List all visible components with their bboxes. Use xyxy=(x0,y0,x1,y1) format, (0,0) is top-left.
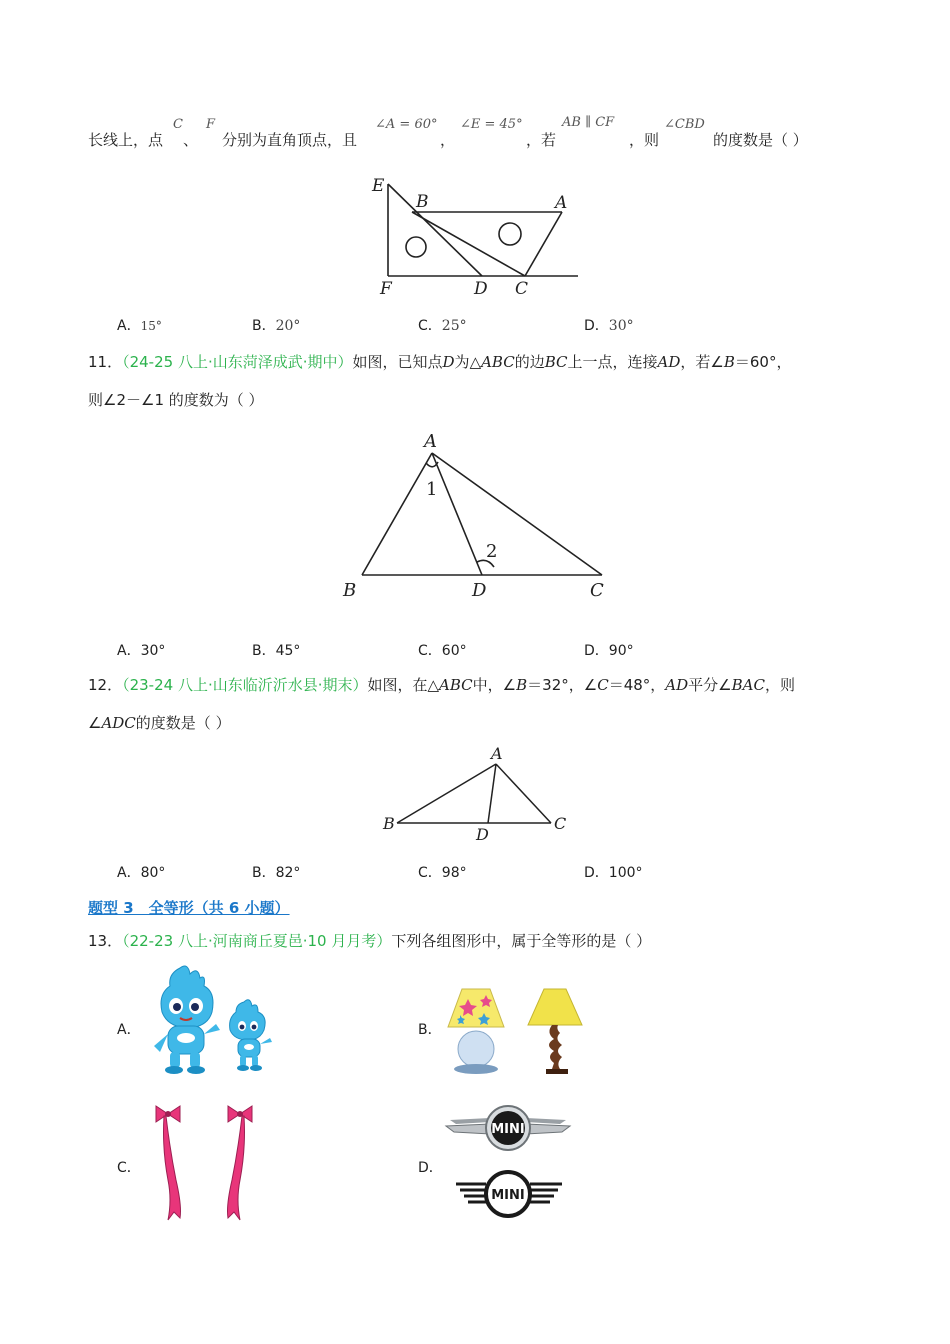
q10-triangle-hole-left xyxy=(406,237,426,257)
q11-stem-line1 xyxy=(88,352,791,372)
q11-text-b: 为 xyxy=(454,353,470,371)
lamp-yellow-shade-icon xyxy=(528,989,582,1074)
mini-logo-black-icon xyxy=(456,1172,562,1216)
q12-stem-line1 xyxy=(88,675,795,695)
q12-stem-line2 xyxy=(88,713,231,733)
mini-logo-silver-text: MINI xyxy=(491,1122,525,1137)
q11-label-b: B xyxy=(343,580,357,601)
q12-line2-b: 的度数是（ ） xyxy=(135,714,231,732)
q10-option-a[interactable] xyxy=(117,315,162,335)
q11-source: （24-25 八上·山东菏泽成武·期中） xyxy=(122,353,353,371)
q11-option-b-letter: B． xyxy=(252,643,276,659)
q11-number: 11． xyxy=(88,353,123,371)
q12-option-d[interactable] xyxy=(584,862,643,882)
q12-line-ab xyxy=(397,764,496,823)
q10-option-b-value: 20° xyxy=(275,318,301,334)
q11-figure xyxy=(330,425,620,605)
q13-text: 下列各组图形中，属于全等形的是（ ） xyxy=(391,932,652,950)
q10-option-c-value: 25° xyxy=(441,318,467,334)
q13-option-b[interactable]: B． xyxy=(418,1022,442,1038)
q13-stem xyxy=(88,931,651,951)
q10-line-ac xyxy=(525,212,562,276)
q12-text-a: 如图，在 xyxy=(367,676,428,694)
q11-option-c-letter: C． xyxy=(418,643,442,659)
q10-label-e: E xyxy=(372,176,385,196)
q12-option-b[interactable] xyxy=(252,862,300,882)
q10-option-c-letter: C． xyxy=(418,318,442,334)
q11-option-a-value: 30° xyxy=(140,643,166,659)
q10-label-f: F xyxy=(380,279,392,299)
q12-angle-b: B xyxy=(516,676,528,694)
q11-text-a: 如图，已知点 xyxy=(352,353,443,371)
q10-label-b: B xyxy=(416,192,429,212)
q11-option-d-letter: D． xyxy=(584,643,609,659)
q13-option-c-ribbons-image xyxy=(140,1100,270,1225)
q10-figure xyxy=(360,170,590,300)
q10-text-line xyxy=(88,130,163,150)
q11-line-ab xyxy=(362,453,432,575)
q10-parallel: AB ∥ CF xyxy=(562,115,615,130)
q12-option-c-value: 98° xyxy=(441,865,467,881)
q11-option-b[interactable] xyxy=(252,640,300,660)
q10-line-ed xyxy=(388,184,482,276)
q11-triangle: △ABC xyxy=(469,353,515,371)
q10-point-f: F xyxy=(206,117,216,132)
q13-option-d[interactable]: D． xyxy=(418,1160,443,1176)
q10-option-d[interactable] xyxy=(584,315,634,335)
q12-label-d: D xyxy=(476,825,489,844)
q12-triangle: △ABC xyxy=(427,676,473,694)
q10-option-a-value: 15° xyxy=(140,319,162,333)
q13-option-b-lamps-image xyxy=(440,985,590,1077)
q10-line-bc xyxy=(412,212,525,276)
ribbon-left-icon xyxy=(156,1106,181,1220)
q12-line-ac xyxy=(496,764,551,823)
q13-option-c[interactable]: C． xyxy=(117,1160,141,1176)
q12-option-a-letter: A． xyxy=(117,865,141,881)
q11-text-e: ，若∠ xyxy=(680,353,724,371)
q12-option-a-value: 80° xyxy=(140,865,166,881)
q12-angle-adc: ADC xyxy=(101,714,136,732)
q10-option-a-letter: A． xyxy=(117,318,141,334)
mini-logo-silver-icon xyxy=(446,1106,570,1150)
q11-text-c: 的边 xyxy=(514,353,545,371)
q10-mid2: ，若 xyxy=(526,131,557,149)
q12-option-d-value: 100° xyxy=(608,865,643,881)
q11-label-2: 2 xyxy=(486,541,498,562)
q10-comma: ， xyxy=(440,131,456,149)
q10-prefix: 长线上，点 xyxy=(88,131,164,149)
q12-segment-ad: AD xyxy=(665,676,689,694)
q10-angle-cbd: ∠CBD xyxy=(664,117,705,132)
q12-number: 12． xyxy=(88,676,123,694)
q11-option-c[interactable] xyxy=(418,640,467,660)
q12-option-d-letter: D． xyxy=(584,865,609,881)
q11-label-1: 1 xyxy=(426,479,438,500)
q10-angle-e: ∠E = 45° xyxy=(460,117,523,132)
q11-point-d: D xyxy=(442,353,455,371)
q13-number: 13． xyxy=(88,932,123,950)
lamp-star-shade-icon xyxy=(448,989,504,1074)
mascot-small-icon xyxy=(230,1000,272,1071)
q13-option-a[interactable]: A． xyxy=(117,1022,141,1038)
section-heading[interactable]: 题型 3 全等形（共 6 小题） xyxy=(88,899,290,917)
q12-option-b-letter: B． xyxy=(252,865,276,881)
q10-sep: 、 xyxy=(183,131,199,149)
q11-option-d[interactable] xyxy=(584,640,634,660)
q11-label-a: A xyxy=(424,431,437,452)
q11-text-f: ＝60°， xyxy=(734,353,792,371)
q12-option-c[interactable] xyxy=(418,862,467,882)
q12-option-b-value: 82° xyxy=(275,865,301,881)
q12-line2-a: ∠ xyxy=(88,714,102,732)
q12-figure xyxy=(375,740,575,845)
q11-option-d-value: 90° xyxy=(608,643,634,659)
q10-label-c: C xyxy=(515,279,529,299)
q11-option-a[interactable] xyxy=(117,640,165,660)
q13-option-d-logos-image xyxy=(440,1098,580,1226)
q13-source: （22-23 八上·河南商丘夏邑·10 月月考） xyxy=(122,932,392,950)
q12-option-a[interactable] xyxy=(117,862,165,882)
q12-label-a: A xyxy=(491,744,503,763)
q12-text-f: ，则 xyxy=(764,676,795,694)
mini-logo-black-text: MINI xyxy=(491,1188,525,1203)
q13-option-a-mascots-image xyxy=(140,962,280,1074)
q11-angle-b: B xyxy=(723,353,735,371)
q12-source: （23-24 八上·山东临沂沂水县·期末） xyxy=(122,676,368,694)
q11-stem-line2: 则∠2－∠1 的度数为（ ） xyxy=(88,391,264,409)
q12-line-ad xyxy=(488,764,496,823)
q10-option-b-letter: B． xyxy=(252,318,276,334)
q12-text-b: 中，∠ xyxy=(472,676,517,694)
q11-segment-ad: AD xyxy=(657,353,681,371)
q10-angle-a: ∠A = 60° xyxy=(375,117,438,132)
q10-mid1: 分别为直角顶点，且 xyxy=(222,131,358,149)
q11-text-d: 上一点，连接 xyxy=(567,353,658,371)
q10-suffix: 的度数是（ ） xyxy=(713,131,808,149)
q10-point-c: C xyxy=(173,117,183,132)
q11-side-bc: BC xyxy=(544,353,568,371)
q10-option-c[interactable] xyxy=(418,315,467,335)
q12-text-d: ＝48°， xyxy=(608,676,666,694)
q10-label-d: D xyxy=(474,279,488,299)
q10-option-d-letter: D． xyxy=(584,318,609,334)
q10-triangle-hole-right xyxy=(499,223,521,245)
q10-label-a: A xyxy=(555,193,568,213)
q11-option-b-value: 45° xyxy=(275,643,301,659)
q11-label-d: D xyxy=(472,580,487,601)
q10-option-d-value: 30° xyxy=(608,318,634,334)
q11-option-a-letter: A． xyxy=(117,643,141,659)
mascot-large-icon xyxy=(154,966,220,1074)
q11-label-c: C xyxy=(590,580,604,601)
q11-option-c-value: 60° xyxy=(441,643,467,659)
q12-option-c-letter: C． xyxy=(418,865,442,881)
q12-angle-bac: BAC xyxy=(731,676,765,694)
q12-text-e: 平分∠ xyxy=(688,676,732,694)
ribbon-right-icon xyxy=(228,1106,253,1220)
q12-text-c: ＝32°，∠ xyxy=(527,676,598,694)
q10-mid3: ，则 xyxy=(629,131,660,149)
q12-label-c: C xyxy=(554,814,567,833)
q12-label-b: B xyxy=(383,814,395,833)
q10-option-b[interactable] xyxy=(252,315,300,335)
q12-angle-c: C xyxy=(597,676,609,694)
